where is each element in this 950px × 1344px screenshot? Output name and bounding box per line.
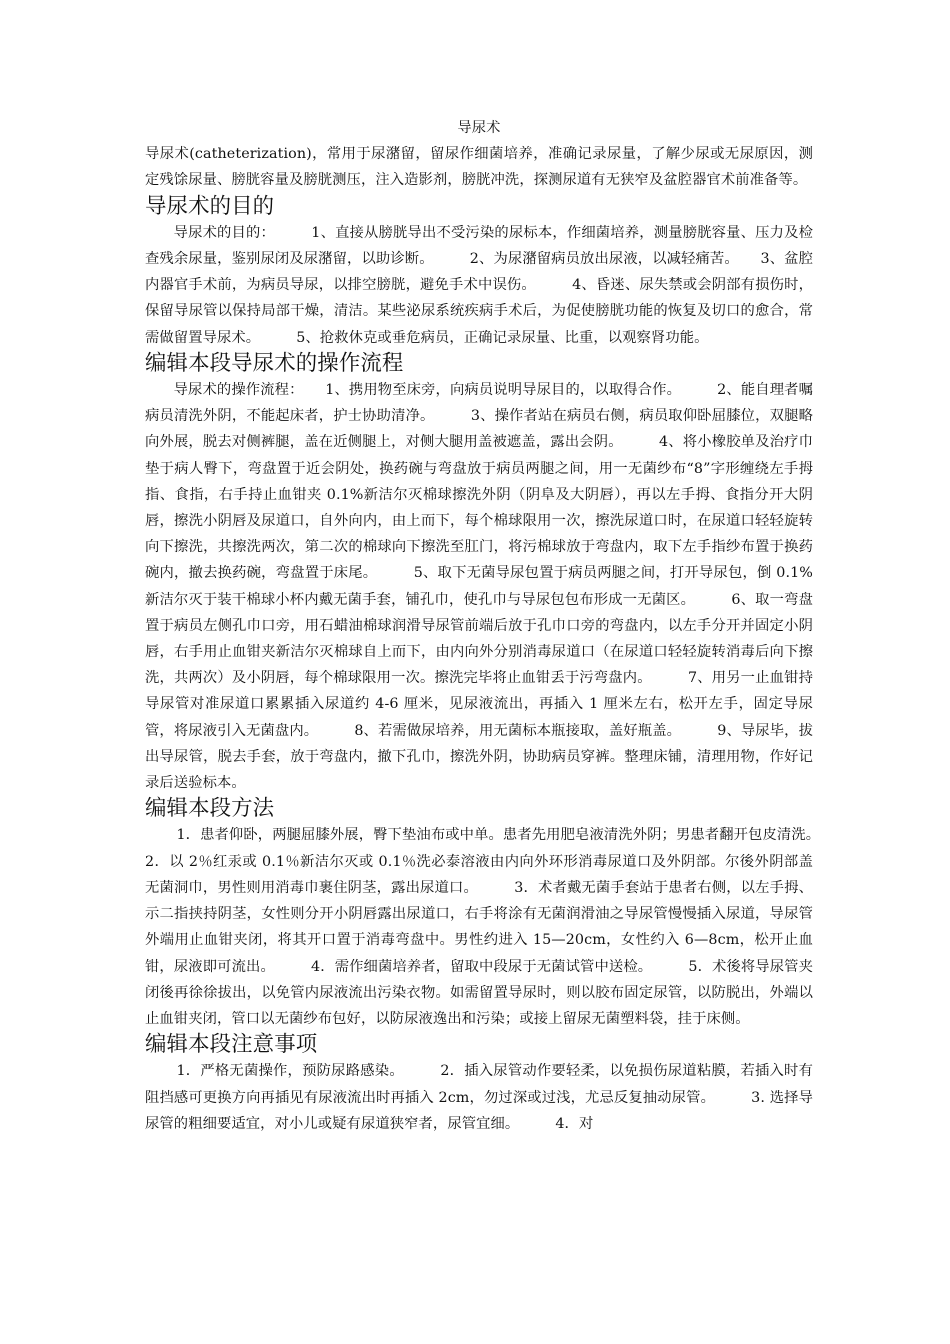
- section-heading-precautions: 编辑本段注意事项: [145, 1032, 318, 1058]
- intro-paragraph: 导尿术(catheterization)，常用于尿潴留，留尿作细菌培养，准确记录尿量，了解少尿或无尿原因，测定残馀尿量、膀胱容量及膀胱测压，注入造影剂，膀胱冲洗，探测尿道有无狭窄及盆腔器官术前准备等。: [145, 146, 813, 189]
- section-body-method: 1．患者仰卧，两腿屈膝外展，臀下垫油布或中单。患者先用肥皂液清洗外阴；男患者翻开包皮清洗。 2．以 2％红汞或 0.1％新洁尔灭或 0.1％洗必泰溶液由内向外环形消毒尿道口及外阴部。尔後外阴部盖无菌洞巾，男性则用消毒巾裹住阴茎，露出尿道口。 3．术者戴无菌手套站于患者右侧，以左手拇、示二指挟持阴茎，女性则分开小阴唇露出尿道口，右手将涂有无菌润滑油之导尿管慢慢插入尿道，导尿管外端用止血钳夹闭，将其开口置于消毒弯盘中。男性约进入 15—20cm，女性约入 6—8cm，松开止血钳，尿液即可流出。 4．需作细菌培养者，留取中段尿于无菌试管中送检。 5．术後将导尿管夹闭後再徐徐拔出，以免管内尿液流出污染衣物。如需留置导尿时，则以胶布固定尿管，以防脱出，外端以止血钳夹闭，管口以无菌纱布包好，以防尿液逸出和污染；或接上留尿无菌塑料袋，挂于床侧。: [145, 827, 857, 1027]
- section-heading-method: 编辑本段方法: [145, 796, 275, 822]
- section-body-purpose: 导尿术的目的： 1、直接从膀胱导出不受污染的尿标本，作细菌培养，测量膀胱容量、压力及检查残余尿量，鉴别尿闭及尿潴留，以助诊断。 2、为尿潴留病员放出尿液，以减轻痛苦。 3、盆腔内器官手术前，为病员导尿，以排空膀胱，避免手术中误伤。 4、昏迷、尿失禁或会阴部有损伤时，保留导尿管以保持局部干燥，清洁。某些泌尿系统疾病手术后，为促使膀胱功能的恢复及切口的愈合，常需做留置导尿术。 5、抢救休克或垂危病员，正确记录尿量、比重，以观察肾功能。: [145, 224, 813, 346]
- document-title: 导尿术: [457, 120, 501, 136]
- document-page: [145, 115, 857, 1137]
- section-heading-procedure: 编辑本段导尿术的操作流程: [145, 350, 404, 376]
- section-body-procedure: 导尿术的操作流程： 1、携用物至床旁，向病员说明导尿目的，以取得合作。 2、能自理者嘱病员清洗外阴，不能起床者，护士协助清净。 3、操作者站在病员右侧，病员取仰卧屈膝位，双腿略向外展，脱去对侧裤腿，盖在近侧腿上，对侧大腿用盖被遮盖，露出会阴。 4、将小橡胶单及治疗巾垫于病人臀下，弯盘置于近会阴处，换药碗与弯盘放于病员两腿之间，用一无菌纱布“8”字形缠绕左手拇指、食指，右手持止血钳夹 0.1%新洁尔灭棉球擦洗外阴（阴阜及大阴唇），再以左手拇、食指分开大阴唇，擦洗小阴唇及尿道口，自外向内，由上而下，每个棉球限用一次，擦洗尿道口时，在尿道口轻轻旋转向下擦洗，共擦洗两次，第二次的棉球向下擦洗至肛门，将污棉球放于弯盘内，取下左手指纱布置于换药碗内，撤去换药碗，弯盘置于床尾。 5、取下无菌导尿包置于病员两腿之间，打开导尿包，倒 0.1%新洁尔灭于装干棉球小杯内戴无菌手套，铺孔巾，使孔巾与导尿包包布形成一无菌区。 6、取一弯盘置于病员左侧孔巾口旁，用石蜡油棉球润滑导尿管前端后放于孔巾口旁的弯盘内，以左手分开并固定小阴唇，右手用止血钳夹新洁尔灭棉球自上而下，由内向外分别消毒尿道口（在尿道口轻轻旋转消毒后向下擦洗，共两次）及小阴唇，每个棉球限用一次。擦洗完毕将止血钳丢于污弯盘内。 7、用另一止血钳持导尿管对准尿道口累累插入尿道约 4-6 厘米，见尿液流出，再插入 1 厘米左右，松开左手，固定导尿管，将尿液引入无菌盘内。 8、若需做尿培养，用无菌标本瓶接取，盖好瓶盖。 9、导尿毕，拔出导尿管，脱去手套，放于弯盘内，撤下孔巾，擦洗外阴，协助病员穿裤。整理床铺，清理用物，作好记录后送验标本。: [145, 382, 813, 792]
- section-body-precautions: 1．严格无菌操作，预防尿路感染。 2．插入尿管动作要轻柔，以免损伤尿道粘膜，若插入时有阻挡感可更换方向再插见有尿液流出时再插入 2cm，勿过深或过浅，尤忌反复抽动尿管。 3. 选择导尿管的粗细要适宜，对小儿或疑有尿道狭窄者，尿管宜细。 4．对: [145, 1063, 813, 1132]
- section-heading-purpose: 导尿术的目的: [145, 193, 275, 219]
